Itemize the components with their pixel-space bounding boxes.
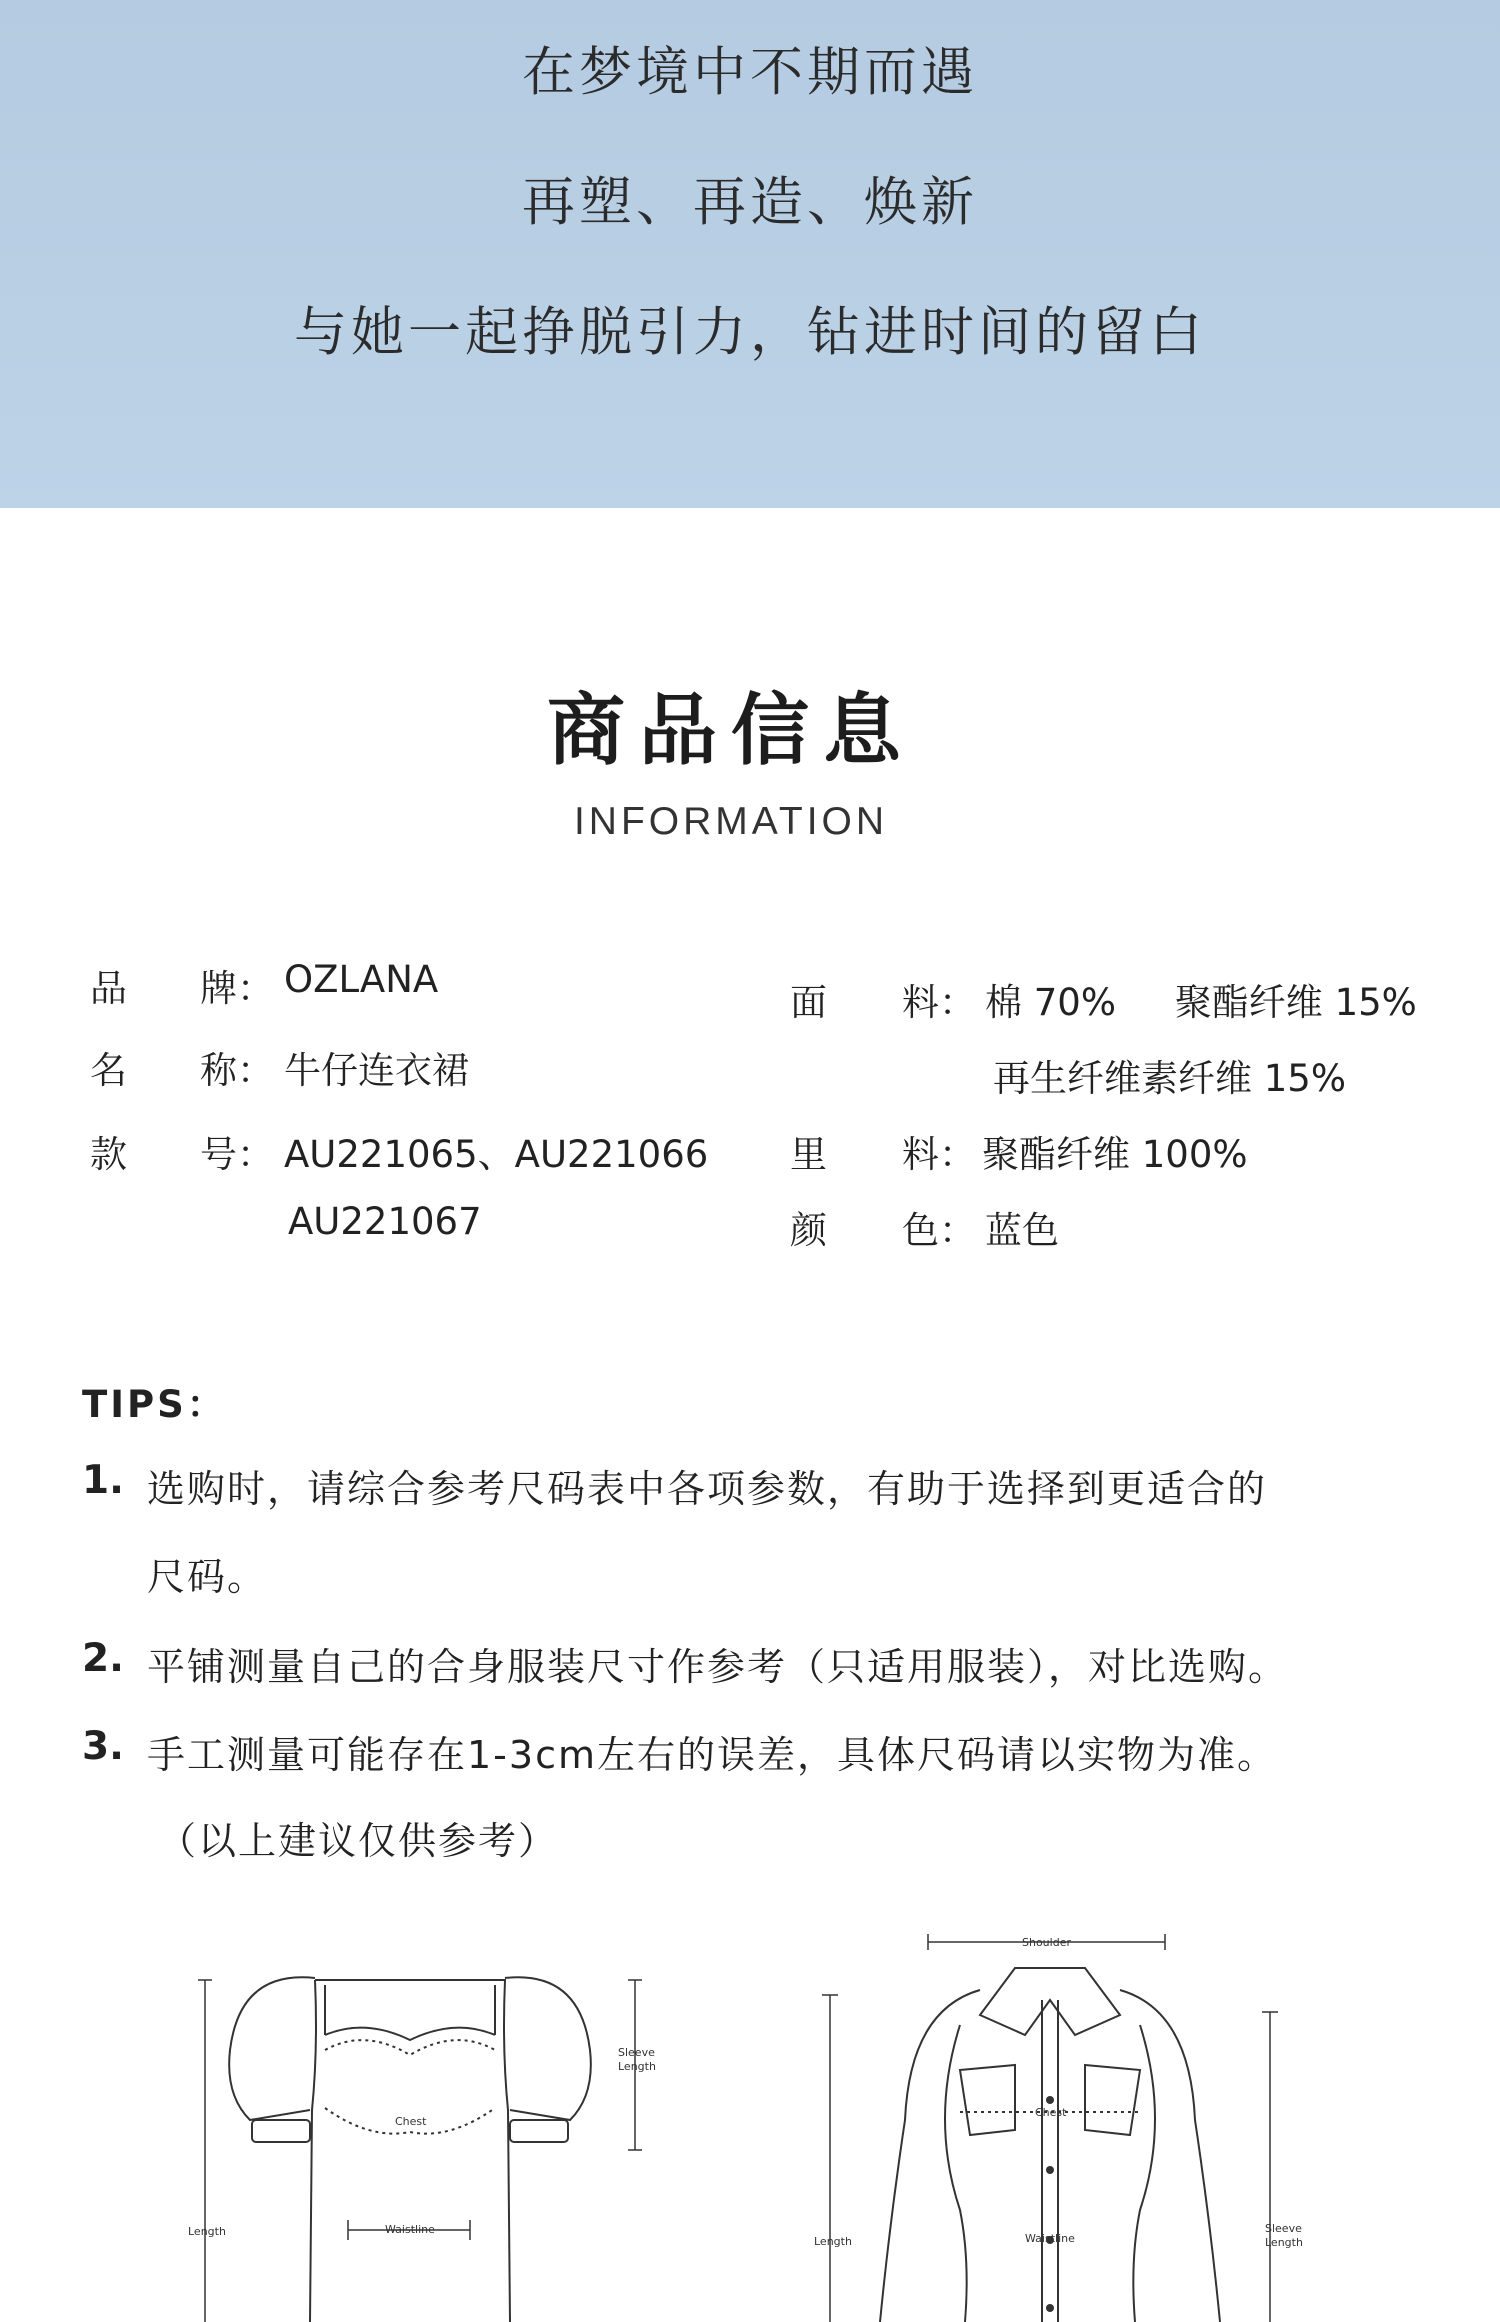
tip-3-line-1: 手工测量可能存在1-3cm左右的误差，具体尺码请以实物为准。 bbox=[147, 1733, 1277, 1777]
tip-1-line-1: 选购时，请综合参考尺码表中各项参数，有助于选择到更适合的 bbox=[147, 1467, 1268, 1511]
dress-sleeve-label-2: Length bbox=[618, 2060, 656, 2073]
fabric-key-1: 面 bbox=[790, 981, 827, 1024]
hero-banner bbox=[0, 0, 1500, 508]
lining-value: 聚酯纤维 100% bbox=[982, 1133, 1248, 1176]
tip-2-line-1: 平铺测量自己的合身服装尺寸作参考（只适用服装），对比选购。 bbox=[147, 1645, 1289, 1689]
dress-waist-label: Waistline bbox=[385, 2223, 435, 2236]
style-value-2: AU221067 bbox=[288, 1200, 482, 1243]
brand-key-1: 品 bbox=[90, 967, 127, 1010]
hero-line-1: 在梦境中不期而遇 bbox=[522, 42, 978, 103]
shirt-chest-label: Chest bbox=[1035, 2106, 1067, 2119]
tip-2-number: 2. bbox=[82, 1636, 124, 1681]
style-value: AU221065、AU221066 bbox=[284, 1133, 709, 1176]
tip-1-line-2: 尺码。 bbox=[147, 1555, 268, 1599]
tip-3-line-2: （以上建议仅供参考） bbox=[158, 1819, 559, 1863]
color-value: 蓝色 bbox=[985, 1209, 1059, 1252]
fabric-key-2: 料： bbox=[902, 981, 976, 1024]
dress-length-label: Length bbox=[188, 2225, 226, 2238]
hero-line-2: 再塑、再造、焕新 bbox=[522, 172, 978, 233]
lining-key-2: 料： bbox=[902, 1133, 976, 1176]
dress-chest-label: Chest bbox=[395, 2115, 427, 2128]
name-value: 牛仔连衣裙 bbox=[284, 1049, 469, 1092]
style-key-2: 号： bbox=[200, 1133, 274, 1176]
shirt-sleeve-label-1: Sleeve bbox=[1265, 2222, 1302, 2235]
brand-value: OZLANA bbox=[284, 958, 439, 1001]
dress-sleeve-label-1: Sleeve bbox=[618, 2046, 655, 2059]
fabric-value-2: 再生纤维素纤维 15% bbox=[993, 1057, 1346, 1100]
brand-key-2: 牌： bbox=[200, 967, 274, 1010]
hero-line-3: 与她一起挣脱引力，钻进时间的留白 bbox=[294, 302, 1206, 363]
tips-heading: TIPS： bbox=[82, 1383, 227, 1426]
lining-key-1: 里 bbox=[790, 1133, 827, 1176]
section-title: 商品信息 bbox=[546, 686, 915, 776]
shirt-waist-label: Waistline bbox=[1025, 2232, 1075, 2245]
name-key-2: 称： bbox=[200, 1049, 274, 1092]
color-key-2: 色： bbox=[902, 1209, 976, 1252]
tip-3-number: 3. bbox=[82, 1724, 124, 1769]
style-key-1: 款 bbox=[90, 1133, 127, 1176]
name-key-1: 名 bbox=[90, 1049, 127, 1092]
shirt-measurement-sketch bbox=[810, 1920, 1330, 2322]
shirt-sleeve-label-2: Length bbox=[1265, 2236, 1303, 2249]
color-key-1: 颜 bbox=[790, 1209, 827, 1252]
shirt-length-label: Length bbox=[814, 2235, 852, 2248]
tip-1-number: 1. bbox=[82, 1458, 124, 1503]
fabric-value: 棉 70% 聚酯纤维 15% bbox=[985, 981, 1417, 1024]
section-subtitle: INFORMATION bbox=[573, 800, 889, 843]
dress-measurement-sketch bbox=[170, 1910, 690, 2322]
shirt-shoulder-label: Shoulder bbox=[1022, 1936, 1071, 1949]
